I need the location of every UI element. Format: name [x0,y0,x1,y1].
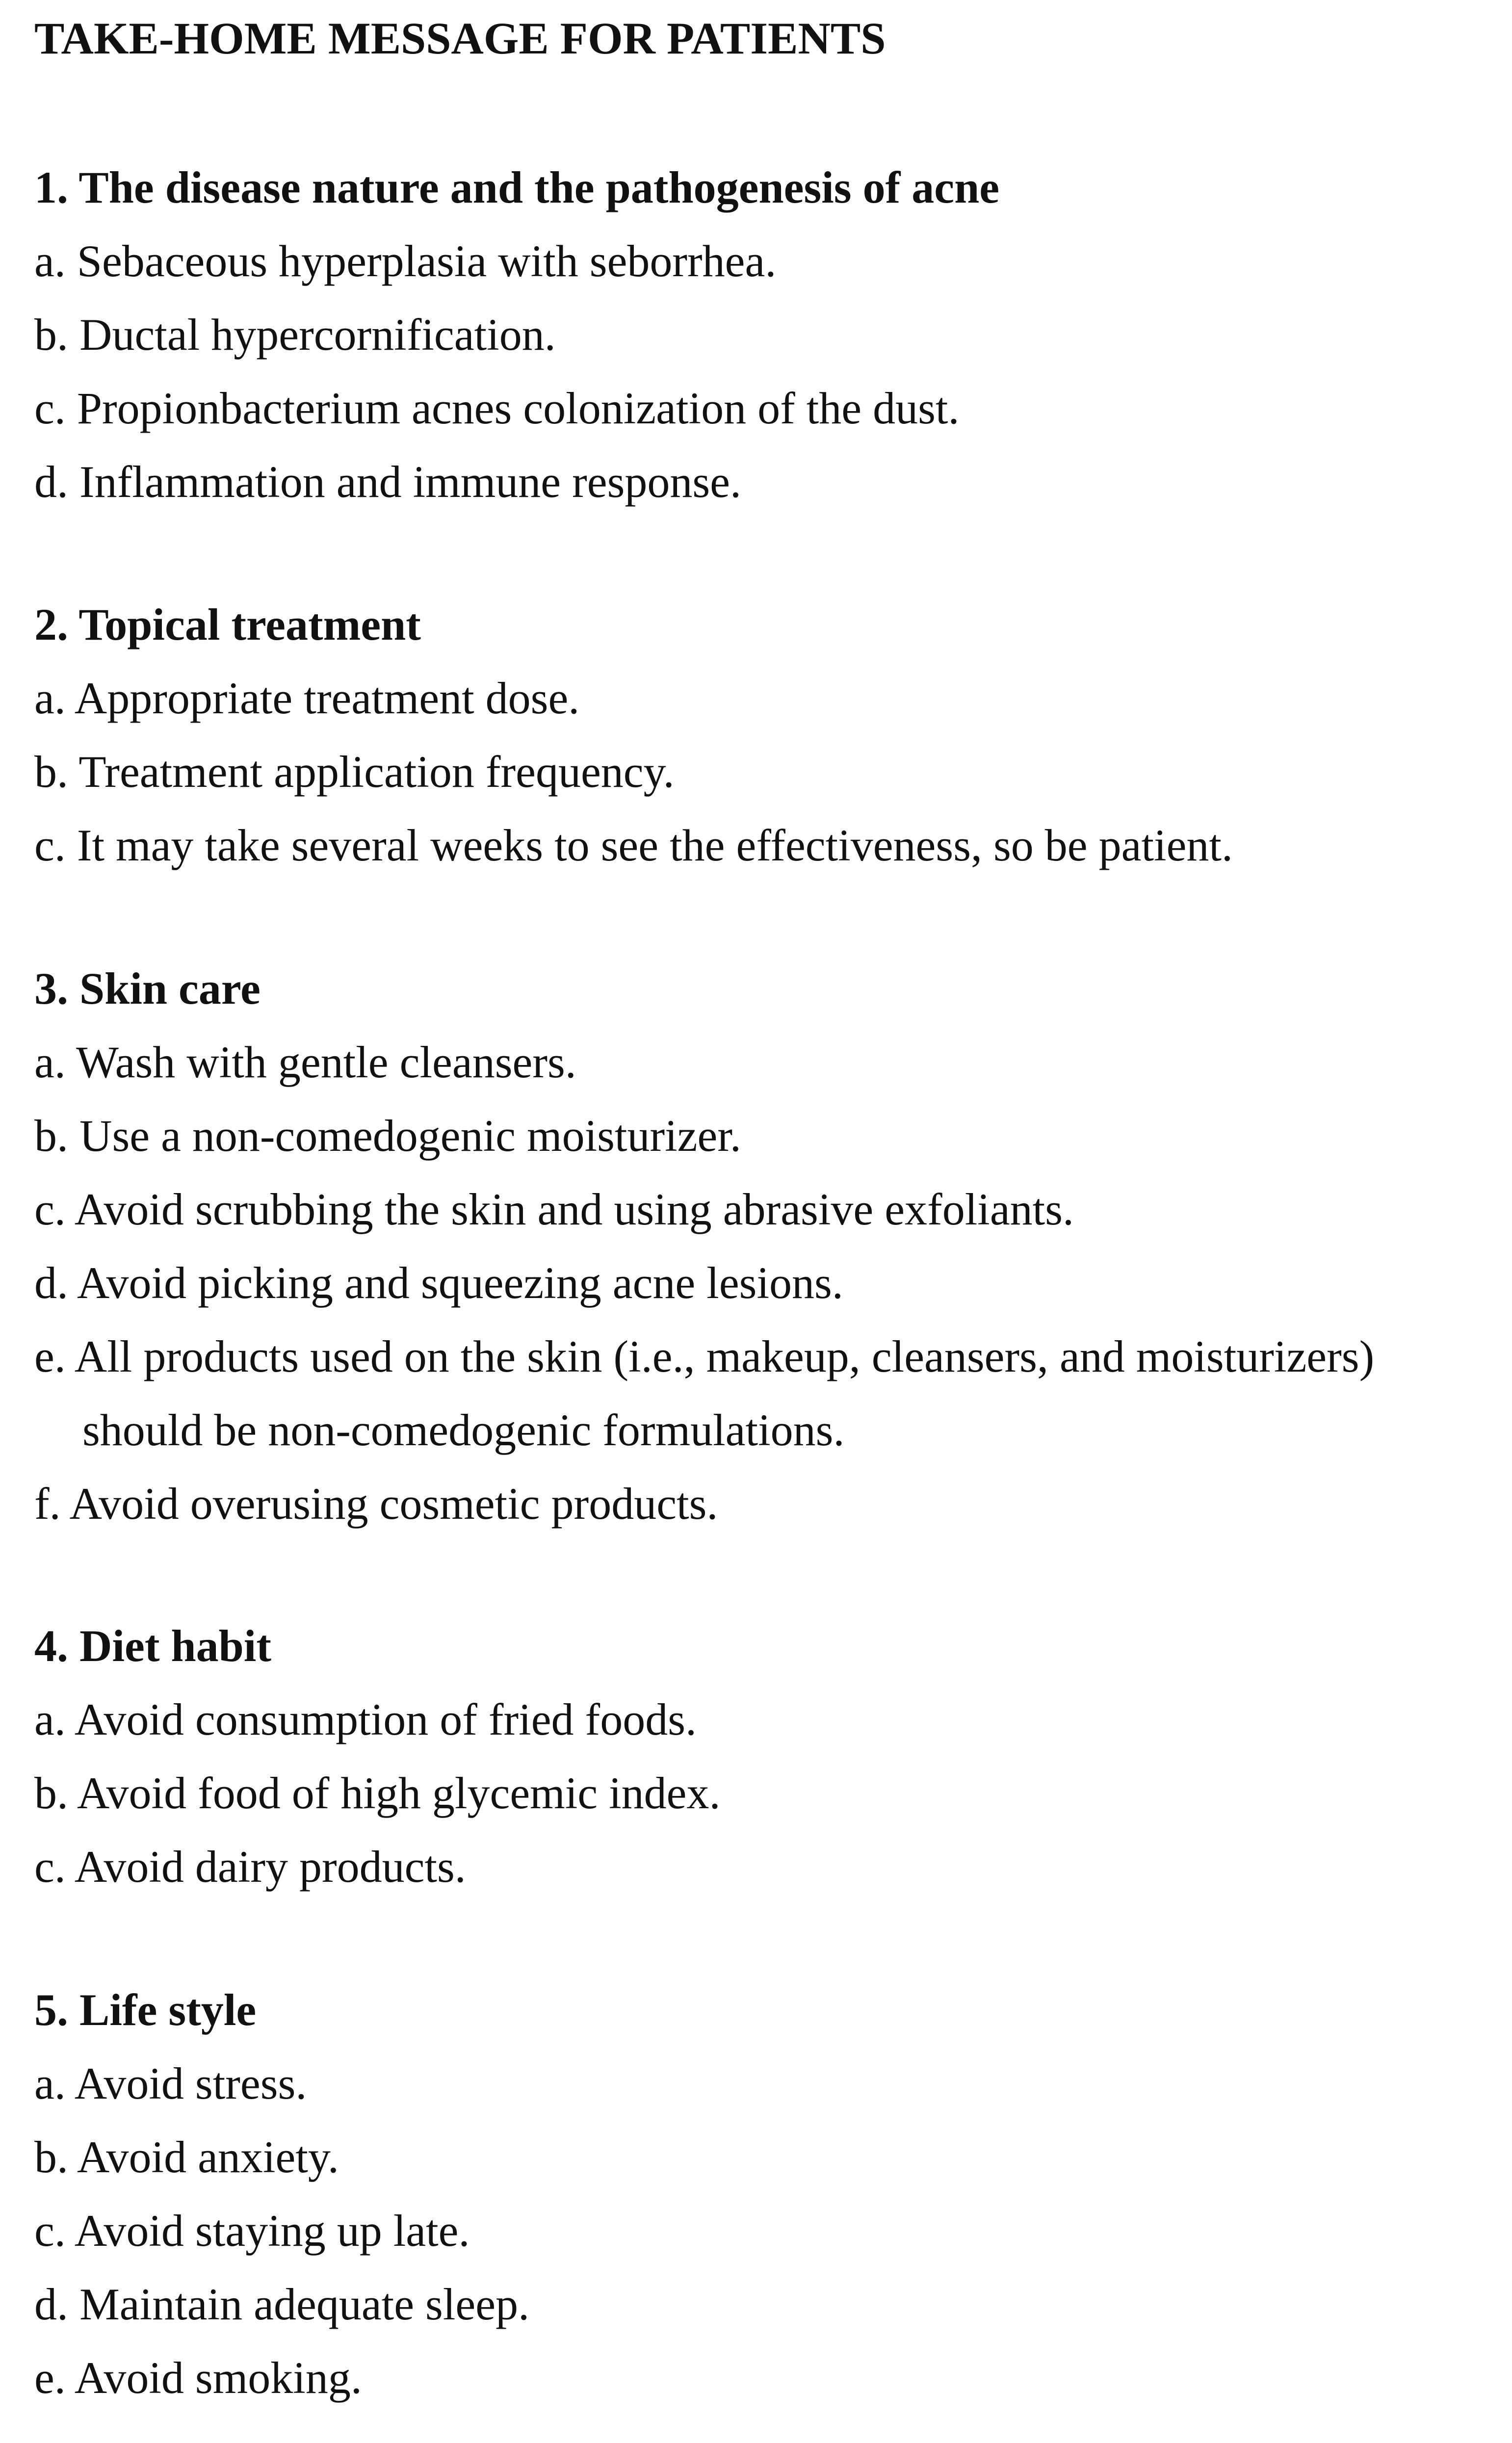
section-disease-nature [34,151,1501,519]
list-item: a. Avoid consumption of fried foods. [34,1694,697,1744]
list-item: a. Wash with gentle cleansers. [34,1037,576,1087]
list-item: d. Avoid picking and squeezing acne lesions. [34,1258,843,1308]
section-life-style [34,1973,1501,2415]
list-item: c. Propionbacterium acnes colonization of the dust. [34,383,960,433]
list-item: a. Sebaceous hyperplasia with seborrhea. [34,236,777,286]
list-item: e. All products used on the skin (i.e., makeup, cleansers, and moisturizers) [34,1331,1375,1381]
section-heading: 3. Skin care [34,963,261,1014]
document-title: TAKE-HOME MESSAGE FOR PATIENTS [34,13,886,63]
section-heading: 2. Topical treatment [34,599,421,650]
list-item: c. Avoid dairy products. [34,1842,466,1892]
section-heading: 4. Diet habit [34,1621,271,1671]
list-item-continuation: should be non-comedogenic formulations. [82,1405,845,1455]
section-heading: 1. The disease nature and the pathogenesis of acne [34,162,1000,212]
section-skin-care [34,952,1501,1540]
list-item: a. Appropriate treatment dose. [34,673,580,723]
list-item: c. Avoid scrubbing the skin and using abrasive exfoliants. [34,1184,1074,1234]
list-item: b. Treatment application frequency. [34,747,675,797]
list-item: b. Use a non-comedogenic moisturizer. [34,1111,741,1161]
list-item: e. Avoid smoking. [34,2353,362,2403]
list-item: f. Avoid overusing cosmetic products. [34,1479,718,1529]
list-item: a. Avoid stress. [34,2058,307,2108]
list-item: b. Avoid food of high glycemic index. [34,1768,721,1818]
list-item: b. Avoid anxiety. [34,2132,339,2182]
list-item: d. Maintain adequate sleep. [34,2279,530,2329]
section-topical-treatment [34,588,1501,882]
list-item: c. It may take several weeks to see the effectiveness, so be patient. [34,820,1233,870]
section-heading: 5. Life style [34,1985,257,2035]
list-item: c. Avoid staying up late. [34,2206,470,2256]
list-item: d. Inflammation and immune response. [34,457,742,507]
list-item: b. Ductal hypercornification. [34,310,556,360]
section-diet-habit [34,1609,1501,1903]
